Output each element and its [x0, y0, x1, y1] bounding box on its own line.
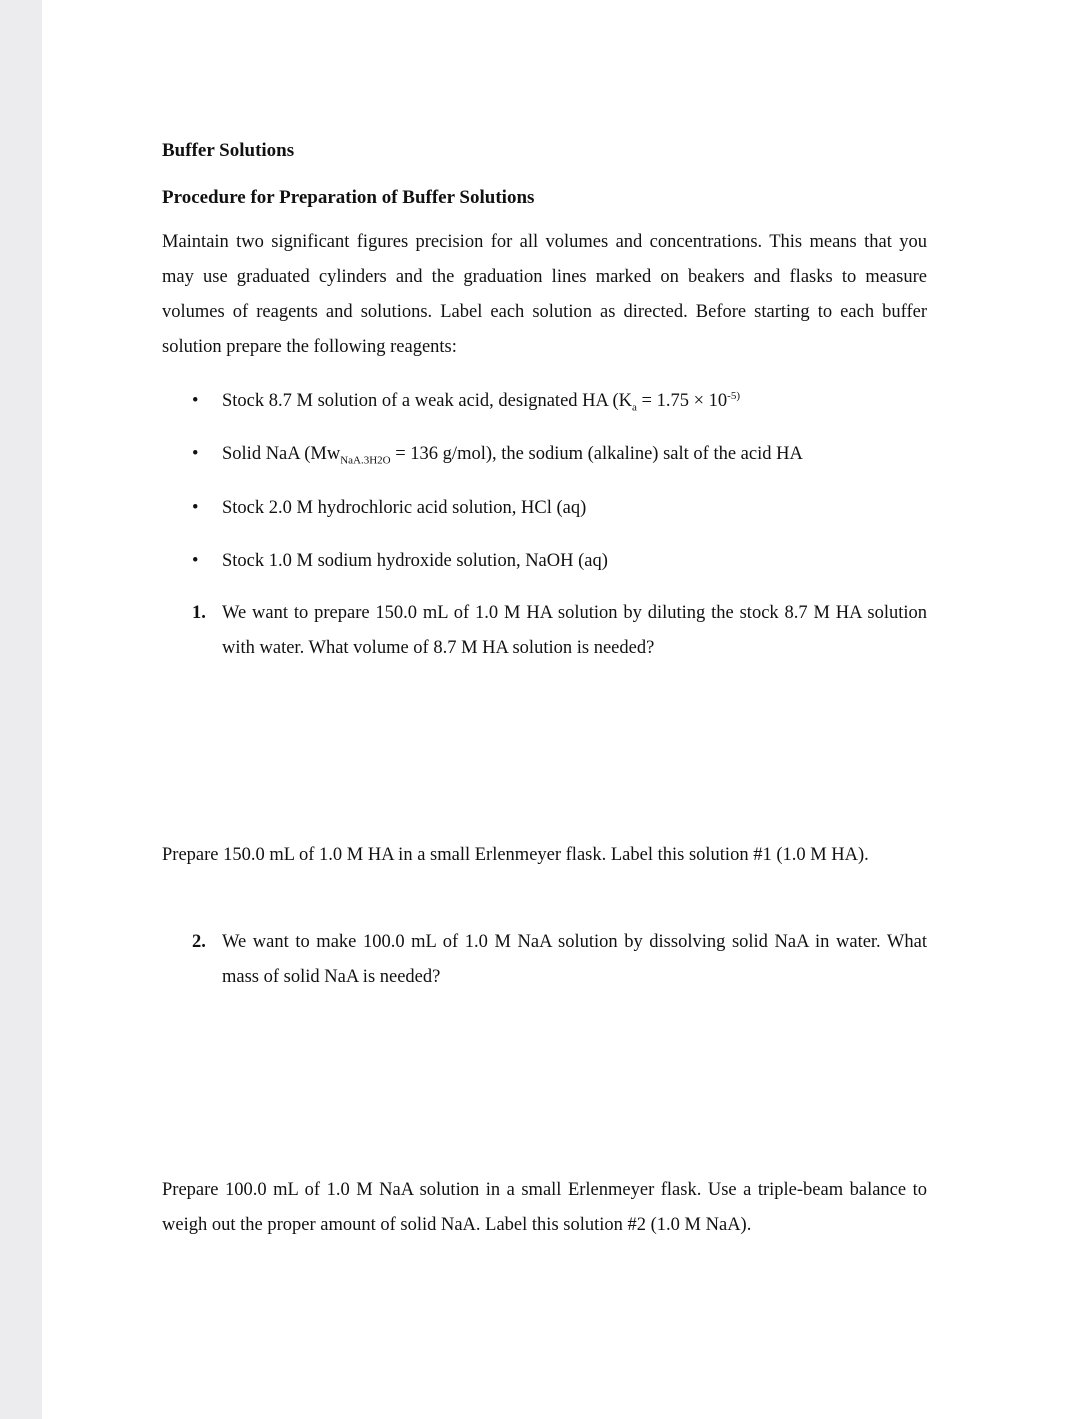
question-number: 1. — [192, 603, 206, 623]
reagent-text: Stock 8.7 M solution of a weak acid, designated HA ($K_a = 1.75 \times 10^{-5)}$ — [222, 389, 740, 414]
instruction-paragraph-1: Prepare 150.0 mL of 1.0 M HA in a small Erlenmeyer flask. Label this solution #1 (1.0 M HA). — [162, 845, 869, 865]
instruction-paragraph-2: Prepare 100.0 mL of 1.0 M NaA solution in a small Erlenmeyer flask. Use a triple-beam balance to weigh out the proper amount of solid NaA. Label this solution #2 (1.0 M NaA). — [162, 1180, 927, 1235]
reagent-text: Solid NaA ($Mw_{NaA.3H2O} = 136$ g/mol), the sodium (alkaline) salt of the acid HA — [222, 444, 803, 467]
document-page — [42, 0, 1080, 1419]
reagent-text: Stock 2.0 M hydrochloric acid solution, HCl (aq) — [222, 498, 587, 518]
bullet-icon: • — [192, 498, 199, 518]
bullet-icon: • — [192, 551, 199, 571]
question-text: We want to make 100.0 mL of 1.0 M NaA solution by dissolving solid NaA in water. What mass of solid NaA is needed? — [222, 932, 927, 987]
bullet-icon: • — [192, 444, 199, 464]
section-heading: Procedure for Preparation of Buffer Solutions — [162, 187, 535, 208]
page-title: Buffer Solutions — [162, 140, 295, 161]
question-number: 2. — [192, 932, 206, 952]
reagent-text: Stock 1.0 M sodium hydroxide solution, NaOH (aq) — [222, 551, 608, 571]
question-text: We want to prepare 150.0 mL of 1.0 M HA solution by diluting the stock 8.7 M HA solution with water. What volume of 8.7 M HA solution is needed? — [222, 603, 927, 658]
bullet-icon: • — [192, 391, 199, 411]
intro-paragraph: Maintain two significant figures precision for all volumes and concentrations. This means that you may use graduated cylinders and the graduation lines marked on beakers and flasks to measure volumes of reagents and solutions. Label each solution as directed. Before starting to each buffer solution prepare the following reagents: — [162, 232, 927, 357]
